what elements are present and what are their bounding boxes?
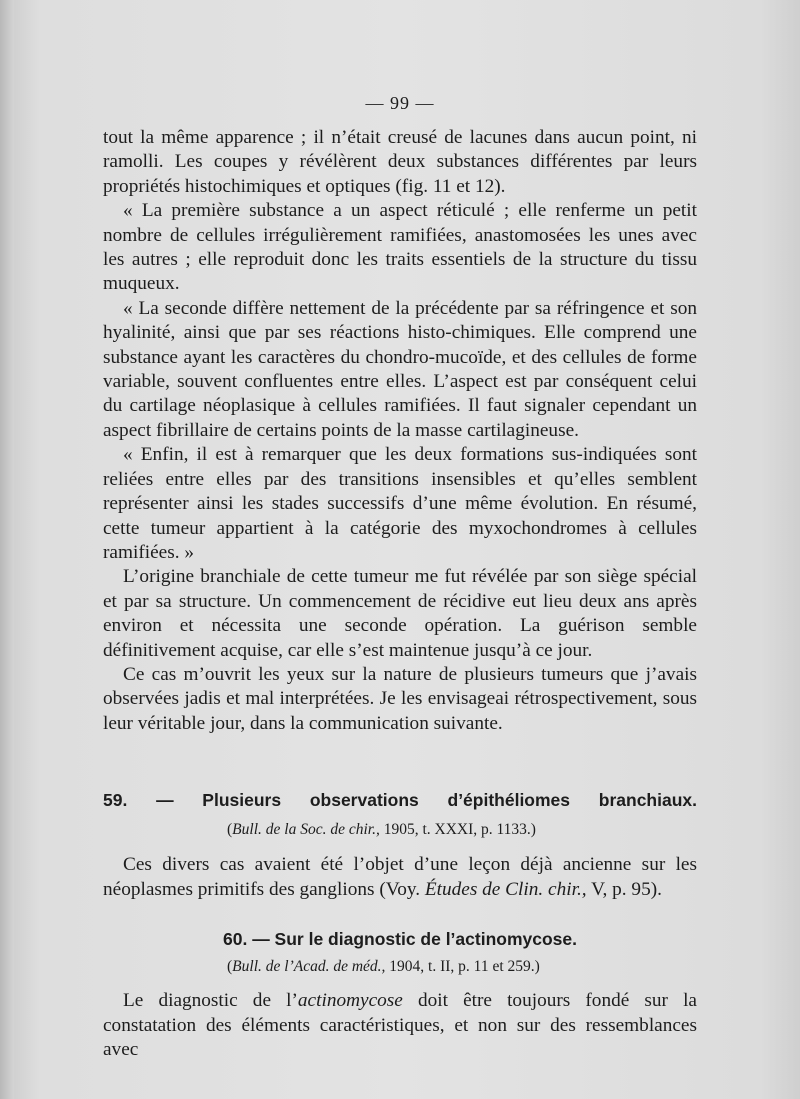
section-59-title-word: d’épithéliomes (447, 790, 571, 810)
paragraph-6: Ce cas m’ouvrit les yeux sur la nature de plusieurs tumeurs que j’avais observées jadis et mal interprétées. Je les envisageai rétrospectivement, sous leur véritable jour, dans la communication suivante. (103, 663, 697, 734)
section-59-text-main: Ces divers cas avaient été l’objet d’une leçon déjà ancienne sur les néoplasmes primitifs des ganglions (Voy. (103, 854, 697, 900)
paragraph-2: « La première substance a un aspect réticulé ; elle renferme un petit nombre de cellules irrégulièrement ramifiées, anastomosées les unes avec les autres ; elle reproduit donc les traits essentiels de la structure du tissu muqueux. (103, 200, 697, 295)
citation-ref: 1904, t. II, p. 11 et 259.) (385, 958, 540, 975)
paragraph-5: L’origine branchiale de cette tumeur me fut révélée par son siège spécial et par sa structure. Un commencement de récidive eut lieu deux ans après environ et nécessita une seconde opération. La guérison semble définitivement acquise, car elle s’est maintenue jusqu’à ce jour. (103, 566, 697, 661)
section-60-text-main: Le diagnostic de l’ (123, 990, 298, 1011)
section-59-number: 59. (103, 790, 128, 810)
paragraph-3: « La seconde diffère nettement de la précédente par sa réfringence et son hyalinité, ainsi que par ses réactions histo-chimiques. Elle comprend une substance ayant les caractères du chondro-mucoïde, et des cellules de forme variable, souvent confluentes entre elles. L’aspect est par conséquent celui du cartilage néoplasique à cellules ramifiées. Il faut signaler cependant un aspect fibrillaire de certains points de la masse cartilagineuse. (103, 297, 697, 441)
section-59-text-end: V, p. 95). (586, 878, 662, 900)
section-59-text (103, 853, 697, 902)
citation-paren: ( (227, 958, 233, 975)
section-59-text-italic: Études de Clin. chir., (424, 878, 587, 900)
section-59-title-word: observations (309, 790, 419, 810)
section-60-text (103, 989, 697, 1063)
citation-journal: Bull. de l’Acad. de méd., (232, 958, 386, 975)
section-60-citation (227, 958, 540, 976)
section-60-heading: 60. — Sur le diagnostic de l’actinomycose. (223, 929, 577, 949)
main-text (103, 126, 697, 736)
section-60-text-italic: actinomycose (297, 990, 403, 1011)
section-59-citation (227, 821, 536, 839)
section-59-title-word: branchiaux. (598, 790, 697, 810)
citation-paren: ( (227, 821, 233, 838)
paragraph-4: « Enfin, il est à remarquer que les deux formations sus-indiquées sont reliées entre elles par des transitions insensibles et qu’elles semblent représenter ainsi les stades successifs d’une même évolution. En résumé, cette tumeur appartient à la catégorie des myxochondromes à cellules ramifiées. » (103, 444, 697, 563)
citation-journal: Bull. de la Soc. de chir., (232, 821, 380, 838)
page-number: — 99 — (365, 93, 435, 113)
section-60-text-end: doit être toujours fondé sur la constatation des éléments caractéristiques, et non sur des ressemblances avec (103, 990, 697, 1061)
citation-ref: 1905, t. XXXI, p. 1133.) (379, 821, 536, 838)
section-59-dash: — (156, 790, 174, 810)
section-59-title-word: Plusieurs (202, 790, 282, 810)
paragraph-1: tout la même apparence ; il n’était creusé de lacunes dans aucun point, ni ramolli. Les coupes y révélèrent deux substances différentes par leurs propriétés histochimiques et optiques (fig. 11 et 12). (103, 127, 697, 197)
section-59-heading (103, 790, 697, 811)
